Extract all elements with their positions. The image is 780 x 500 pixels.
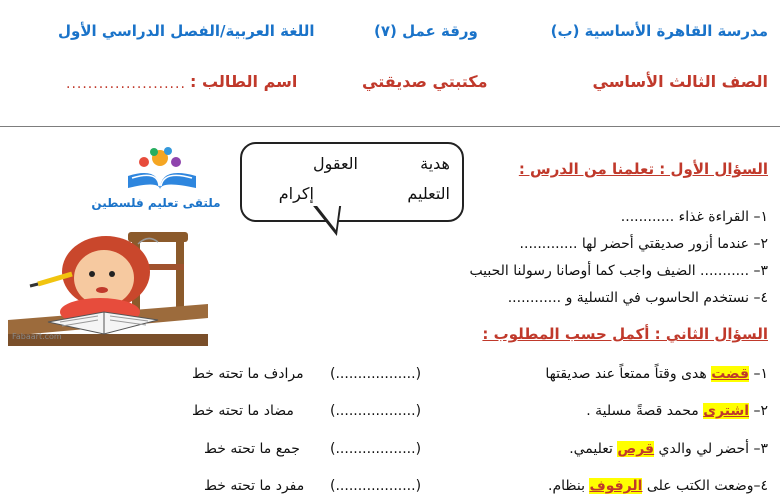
answer-blank[interactable]: (..................) (330, 478, 422, 494)
girl-reading-image (8, 224, 208, 346)
q1-item: ١– القراءة غذاء ............ (620, 209, 768, 225)
target-word: قضت (711, 366, 750, 382)
lesson-title: مكتبتي صديقتي (362, 72, 488, 91)
worksheet-number: ورقة عمل (٧) (374, 22, 478, 40)
q2-instruction: مفرد ما تحته خط (204, 478, 305, 494)
answer-blank[interactable]: (..................) (330, 441, 422, 457)
q2-sentence: ٤–وضعت الكتب على الرفوف بنظام. (548, 478, 768, 494)
word-bank-word: العقول (312, 154, 358, 173)
q2-instruction: مضاد ما تحته خط (192, 403, 294, 419)
q2-sentence: ٣– أحضر لي والدي قرص تعليمي. (569, 441, 768, 457)
logo-book-icon (110, 146, 220, 192)
q1-item: ٣– ........... الضيف واجب كما أوصانا رسولنا الحبيب (469, 263, 768, 279)
student-name-dots: ...................... (66, 76, 186, 92)
subject-term: اللغة العربية/الفصل الدراسي الأول (58, 22, 315, 40)
word-bank-word: هدية (420, 154, 450, 173)
logo (91, 146, 221, 210)
girl-reading-icon (8, 224, 208, 346)
target-word: الرفوف (589, 478, 643, 494)
answer-blank[interactable]: (..................) (330, 366, 422, 382)
q2-sentence: ٢– اشترى محمد قصةً مسلية . (586, 403, 768, 419)
word-bank-word: إكرام (278, 184, 314, 203)
q2-instruction: جمع ما تحته خط (204, 441, 300, 457)
question-1-title: السؤال الأول : تعلمنا من الدرس : (518, 160, 768, 178)
word-bank-word: التعليم (407, 184, 450, 203)
header-divider (0, 126, 780, 127)
logo-text: ملتقى تعليم فلسطين (91, 196, 221, 210)
grade-label: الصف الثالث الأساسي (592, 72, 768, 91)
q1-item: ٤– نستخدم الحاسوب في التسلية و ............ (507, 290, 768, 306)
target-word: اشترى (703, 403, 750, 419)
answer-blank[interactable]: (..................) (330, 403, 422, 419)
question-2-title: السؤال الثاني : أكمل حسب المطلوب : (482, 325, 768, 343)
q1-item: ٢– عندما أزور صديقتي أحضر لها ............. (519, 236, 768, 252)
school-name: مدرسة القاهرة الأساسية (ب) (550, 22, 768, 40)
q2-sentence: ١– قضت هدى وقتاً ممتعاً عند صديقتها (545, 366, 768, 382)
target-word: قرص (617, 441, 655, 457)
q2-instruction: مرادف ما تحته خط (192, 366, 304, 382)
student-name-label: اسم الطالب : (190, 72, 298, 91)
image-watermark: Fabaart.com (12, 332, 62, 341)
